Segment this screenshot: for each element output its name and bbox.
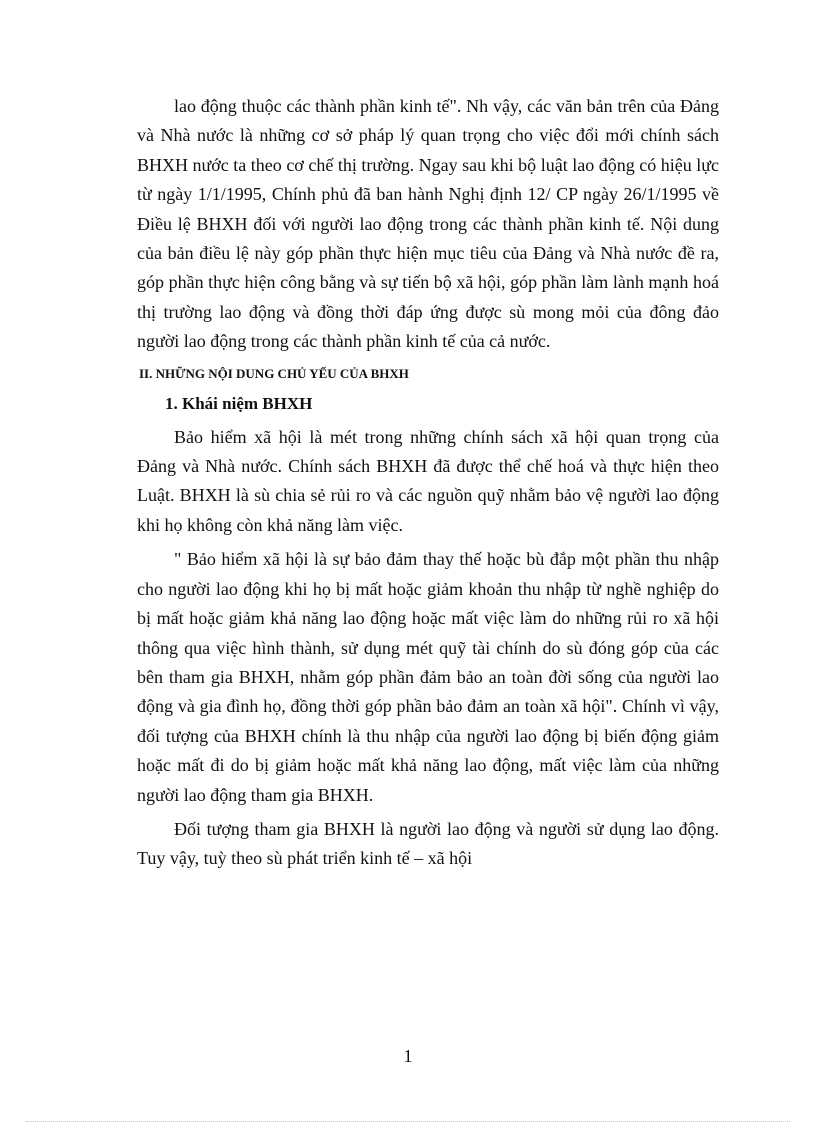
paragraph-definition: Bảo hiểm xã hội là mét trong những chính sách xã hội quan trọng của Đảng và Nhà nước. Chính sách BHXH đã được thể chế hoá và thực hiện theo Luật. BHXH là sù chia sẻ rủi ro và các nguồn quỹ nhằm bảo vệ người lao động khi họ không còn khả năng làm việc. [137,426,719,535]
paragraph-intro: lao động thuộc các thành phần kinh tế". Nh vậy, các văn bản trên của Đảng và Nhà nước là những cơ sở pháp lý quan trọng cho việc đổi mới chính sách BHXH nước ta theo cơ chế thị trường. Ngay sau khi bộ luật lao động có hiệu lực từ ngày 1/1/1995, Chính phủ đã ban hành Nghị định 12/ CP ngày 26/1/1995 về Điều lệ BHXH đối với người lao động trong các thành phần kinh tế. Nội dung của bản điều lệ này góp phần thực hiện mục tiêu của Đảng và Nhà nước đề ra, góp phần thực hiện công bằng và sự tiến bộ xã hội, góp phần làm lành mạnh hoá thị trường lao động và đồng thời đáp ứng được sù mong mỏi của đông đảo người lao động trong các thành phần kinh tế của cả nước. [137,96,719,352]
section-heading: II. NHỮNG NỘI DUNG CHỦ YẾU CỦA BHXH [139,365,409,381]
paragraph-quote: " Bảo hiểm xã hội là sự bảo đảm thay thế hoặc bù đắp một phần thu nhập cho người lao động khi họ bị mất hoặc giảm khoản thu nhập từ nghề nghiệp do bị mất hoặc giảm khả năng lao động hoặc mất việc làm do những rủi ro xã hội thông qua việc hình thành, sử dụng mét quỹ tài chính do sù đóng góp của các bên tham gia BHXH, nhằm góp phần đảm bảo an toàn đời sống của người lao động và gia đình họ, đồng thời góp phần bảo đảm an toàn xã hội". Chính vì vậy, đối tượng của BHXH chính là thu nhập của người lao động bị biến động giảm hoặc mất đi do bị giảm hoặc mất khả năng lao động, mất việc làm của những người lao động tham gia BHXH. [137,549,719,805]
document-body [137,92,719,874]
subsection-heading: 1. Khái niệm BHXH [165,393,313,413]
paragraph-participants: Đối tượng tham gia BHXH là người lao động và người sử dụng lao động. Tuy vậy, tuỳ theo sù phát triển kinh tế – xã hội [137,818,719,869]
page-bottom-rule [26,1121,790,1122]
page-number: 1 [403,1046,413,1066]
